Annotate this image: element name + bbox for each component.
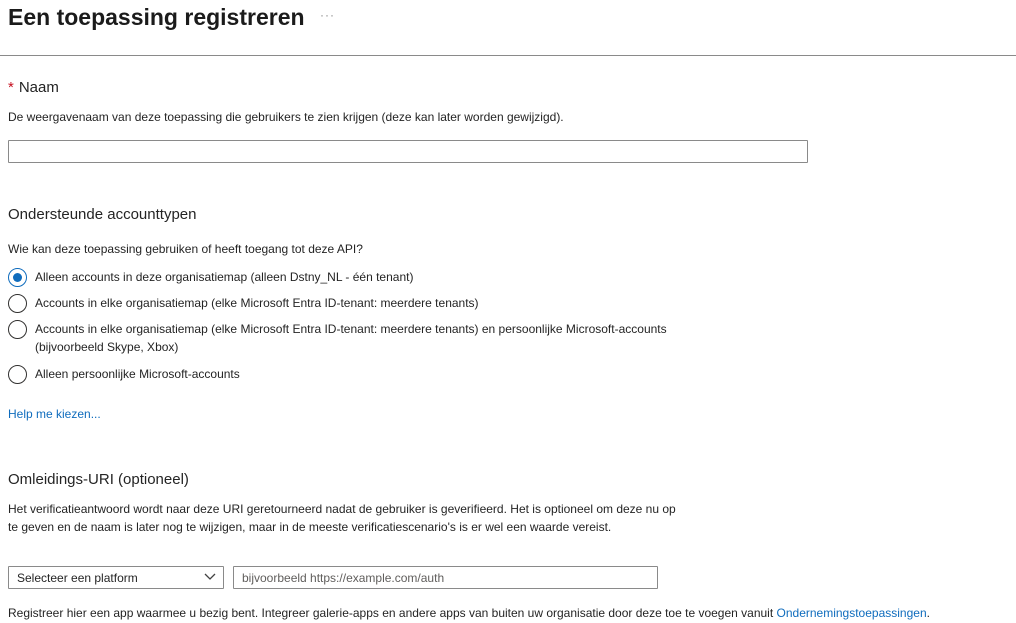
account-type-option-personal-only[interactable] [8,365,675,384]
footer-note-suffix: . [926,606,930,620]
account-type-option-multi-tenant-personal[interactable] [8,320,675,356]
radio-button[interactable] [8,268,27,287]
radio-label: Accounts in elke organisatiemap (elke Microsoft Entra ID-tenant: meerdere tenants) en persoonlijke Microsoft-accounts (bijvoorbeeld Skype, Xbox) [35,322,667,354]
name-label: Naam [18,79,59,96]
radio-label: Alleen persoonlijke Microsoft-accounts [35,367,240,381]
page-header [0,0,1016,56]
name-section-title [8,78,59,98]
platform-select[interactable] [8,566,224,589]
account-types-title: Ondersteunde accounttypen [8,206,197,223]
radio-label: Alleen accounts in deze organisatiemap (alleen Dstny_NL - één tenant) [35,270,414,284]
radio-label: Accounts in elke organisatiemap (elke Microsoft Entra ID-tenant: meerdere tenants) [35,296,479,310]
page-title: Een toepassing registreren [8,4,305,30]
footer-note [8,604,930,622]
name-input[interactable] [8,140,808,163]
radio-selected-dot [13,273,22,282]
radio-button[interactable] [8,294,27,313]
required-marker: * [8,79,14,96]
chevron-down-icon [204,573,216,581]
enterprise-applications-link[interactable]: Ondernemingstoepassingen [776,606,927,620]
name-description: De weergavenaam van deze toepassing die gebruikers te zien krijgen (deze kan later worden gewijzigd). [8,110,564,124]
platform-select-value: Selecteer een platform [17,571,138,585]
redirect-uri-title: Omleidings-URI (optioneel) [8,471,189,488]
redirect-uri-input[interactable] [233,566,658,589]
account-type-option-single-tenant[interactable] [8,268,675,287]
more-options-button[interactable]: ··· [320,8,335,22]
footer-note-text: Registreer hier een app waarmee u bezig bent. Integreer galerie-apps en andere apps van buiten uw organisatie door deze toe te voegen vanuit [8,606,777,620]
radio-button[interactable] [8,365,27,384]
help-me-choose-link[interactable]: Help me kiezen... [8,407,101,421]
account-type-option-multi-tenant[interactable] [8,294,675,313]
account-types-question: Wie kan deze toepassing gebruiken of heeft toegang tot deze API? [8,242,363,256]
redirect-uri-description: Het verificatieantwoord wordt naar deze URI geretourneerd nadat de gebruiker is geverifieerd. Het is optioneel om deze nu op te geven en de naam is later nog te wijzigen, maar in de meeste verificatiescenario's is er wel een waarde vereist. [8,502,676,534]
radio-button[interactable] [8,320,27,339]
